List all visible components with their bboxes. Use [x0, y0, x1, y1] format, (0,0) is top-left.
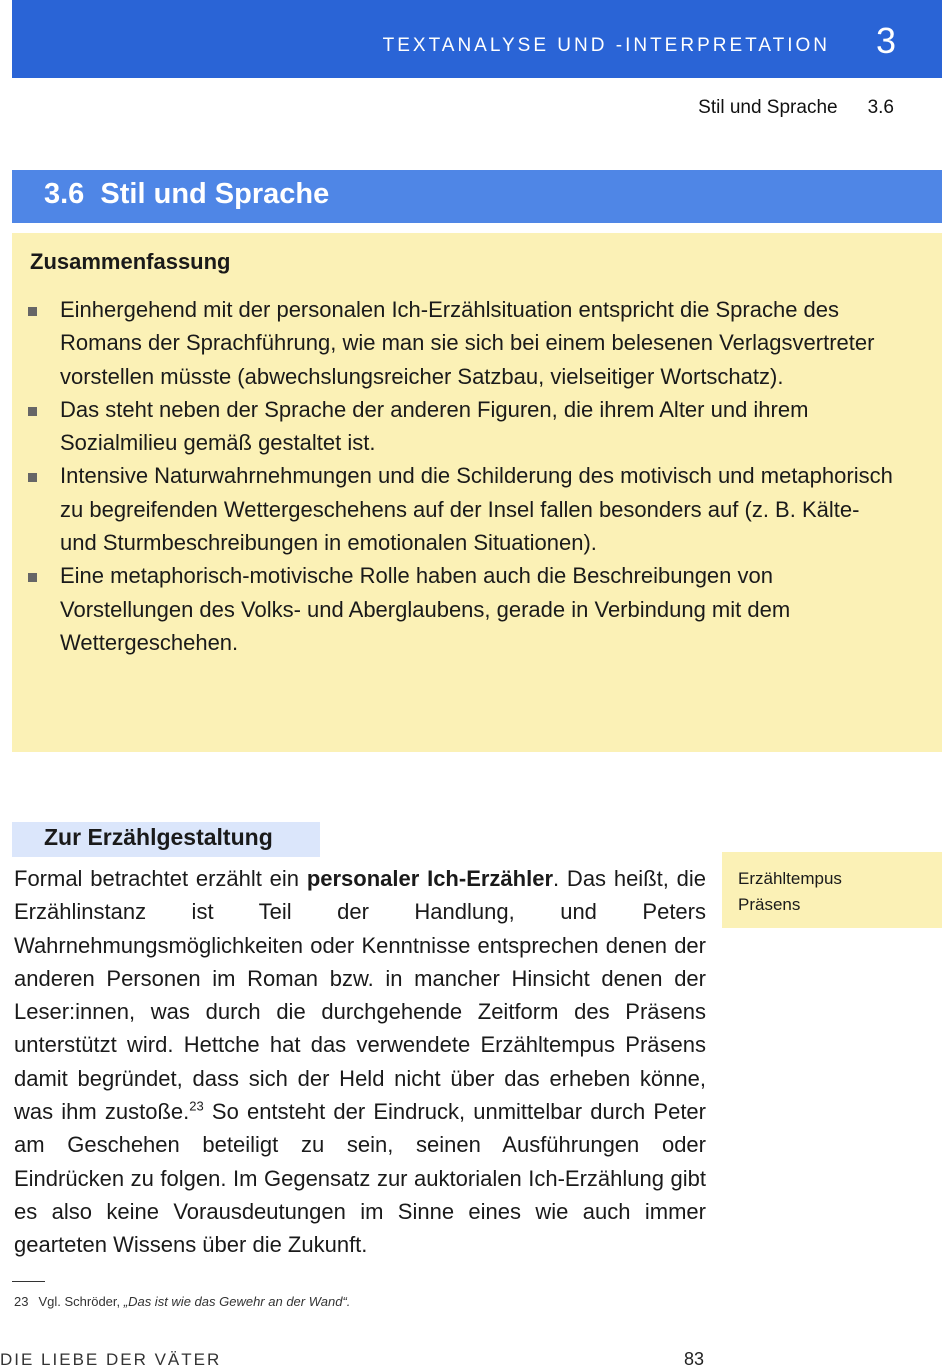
body-text-part: Formal betrachtet erzählt ein — [14, 866, 307, 891]
body-text-part: . Das heißt, die Erzählinstanz ist Teil der Handlung, und Peters Wahrnehmungsmöglichkeiten oder Kenntnisse entsprechen denen der anderen Personen im Roman bzw. in mancher Hinsicht denen der Leser:innen, was durch die durchgehende Zeitform des Präsens unterstützt wird. Hettche hat das verwendete Erzähltempus Präsens damit begründet, dass sich der Held nicht über das erheben könne, was ihm zustoße. — [14, 866, 706, 1125]
body-paragraph — [14, 862, 706, 1262]
square-bullet-icon — [28, 573, 37, 582]
summary-item-text: Eine metaphorisch-motivische Rolle haben auch die Beschreibungen von Vorstellungen des Volks- und Aberglaubens, gerade in Verbindung mit dem Wettergeschehen. — [60, 563, 791, 655]
footnote-divider — [12, 1281, 45, 1282]
running-head-title: Stil und Sprache — [698, 97, 838, 118]
chapter-number: 3 — [875, 20, 896, 61]
subsection-heading: Zur Erzählgestaltung — [44, 824, 273, 850]
body-text-part: So entsteht der Eindruck, unmittelbar durch Peter am Geschehen beteiligt zu sein, seinen Ausführungen oder Eindrücken zu folgen. Im Gegensatz zur auktorialen Ich-Erzählung gibt es also keine Vorausdeutungen im Sinne eines wie auch immer gearteten Wissens über die Zukunft. — [14, 1099, 706, 1258]
summary-heading: Zusammenfassung — [30, 249, 231, 274]
running-head-number: 3.6 — [867, 97, 894, 118]
summary-item — [28, 393, 898, 460]
square-bullet-icon — [28, 473, 37, 482]
summary-item-text: Das steht neben der Sprache der anderen Figuren, die ihrem Alter und ihrem Sozialmilieu gemäß gestaltet ist. — [60, 396, 809, 456]
summary-item — [28, 459, 898, 559]
chapter-label: TEXTANALYSE UND -INTERPRETATION — [382, 35, 830, 56]
section-title: 3.6 Stil und Sprache — [44, 178, 330, 210]
margin-note — [722, 852, 942, 928]
footnote-title: „Das ist wie das Gewehr an der Wand“. — [123, 1294, 351, 1309]
margin-note-line: Erzähltempus — [738, 869, 842, 888]
footnote-number: 23 — [14, 1294, 29, 1309]
summary-item-text: Einhergehend mit der personalen Ich-Erzählsituation entspricht die Sprache des Romans der Sprachführung, wie man sie sich bei einem belesenen Verlagsvertreter vorstellen müsste (abwechslungsreicher Satzbau, vielseitiger Wortschatz). — [60, 297, 875, 389]
summary-item — [28, 559, 898, 659]
footnote — [14, 1294, 350, 1309]
footnote-text: Vgl. Schröder, — [38, 1294, 124, 1309]
square-bullet-icon — [28, 307, 37, 316]
page-number: 83 — [684, 1349, 705, 1369]
running-head — [698, 97, 894, 119]
summary-item-text: Intensive Naturwahrnehmungen und die Schilderung des motivisch und metaphorisch zu begreifenden Wettergeschehens auf der Insel fallen besonders auf (z. B. Kälte- und Sturmbeschreibungen in emotionalen Situationen). — [60, 463, 893, 556]
footer-book-title: DIE LIEBE DER VÄTER — [0, 1350, 222, 1369]
margin-note-line: Präsens — [738, 895, 801, 914]
square-bullet-icon — [28, 407, 37, 416]
body-emphasis: personaler Ich-Erzähler — [306, 866, 554, 891]
summary-list — [28, 293, 898, 659]
footnote-reference[interactable]: 23 — [189, 1098, 204, 1114]
summary-item — [28, 293, 898, 393]
